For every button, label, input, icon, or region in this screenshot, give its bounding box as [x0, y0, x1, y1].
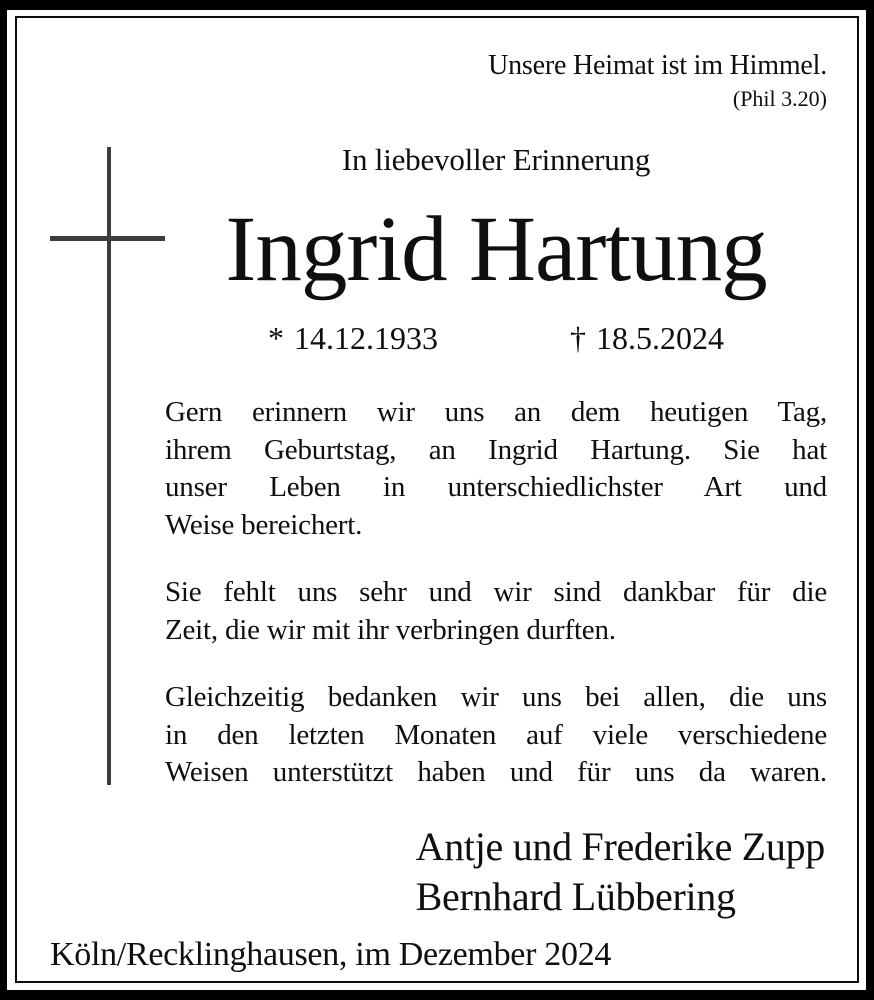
- notice-sheet: [7, 10, 866, 990]
- scripture-quote: Unsere Heimat ist im Himmel.: [488, 50, 827, 81]
- mourners-signature-block: [416, 822, 825, 922]
- deceased-name: Ingrid Hartung: [225, 198, 767, 301]
- birth-star-symbol: *: [268, 320, 284, 356]
- cross-vertical-bar: [107, 147, 111, 785]
- signature-line: Bernhard Lübbering: [415, 873, 736, 919]
- paragraph: [165, 394, 827, 544]
- death-cross-symbol: †: [570, 320, 586, 356]
- life-dates: [165, 318, 827, 358]
- death-date: 18.5.2024: [596, 320, 724, 356]
- body-line: Gleichzeitig bedanken wir uns bei allen, die uns: [165, 681, 827, 713]
- body-text: [165, 394, 827, 792]
- birth-date: 14.12.1933: [294, 320, 438, 356]
- paragraph: [165, 574, 827, 649]
- body-line: unser Leben in unterschiedlichster Art und: [165, 471, 827, 503]
- body-line: Zeit, die wir mit ihr verbringen durften.: [165, 613, 616, 646]
- body-line: in den letzten Monaten auf viele verschiedene: [165, 718, 827, 751]
- body-line: Weise bereichert.: [165, 508, 363, 541]
- cross-horizontal-bar: [50, 236, 165, 241]
- body-line: ihrem Geburtstag, an Ingrid Hartung. Sie hat: [165, 433, 827, 466]
- paragraph: [165, 679, 827, 792]
- notice-content: [19, 20, 855, 979]
- scripture-reference: (Phil 3.20): [732, 86, 827, 111]
- inner-frame-border: [15, 16, 859, 983]
- signature-line: Antje und Frederike Zupp: [415, 823, 825, 869]
- place-and-date: Köln/Recklinghausen, im Dezember 2024: [50, 935, 612, 973]
- birth-date-group: [268, 318, 438, 358]
- death-date-group: [570, 318, 724, 358]
- body-line: Sie fehlt uns sehr und wir sind dankbar für die: [165, 576, 827, 608]
- body-line: Gern erinnern wir uns an dem heutigen Tag,: [165, 396, 827, 428]
- body-line: Weisen unterstützt haben und für uns da waren.: [165, 756, 827, 788]
- memorial-intro: In liebevoller Erinnerung: [341, 142, 651, 177]
